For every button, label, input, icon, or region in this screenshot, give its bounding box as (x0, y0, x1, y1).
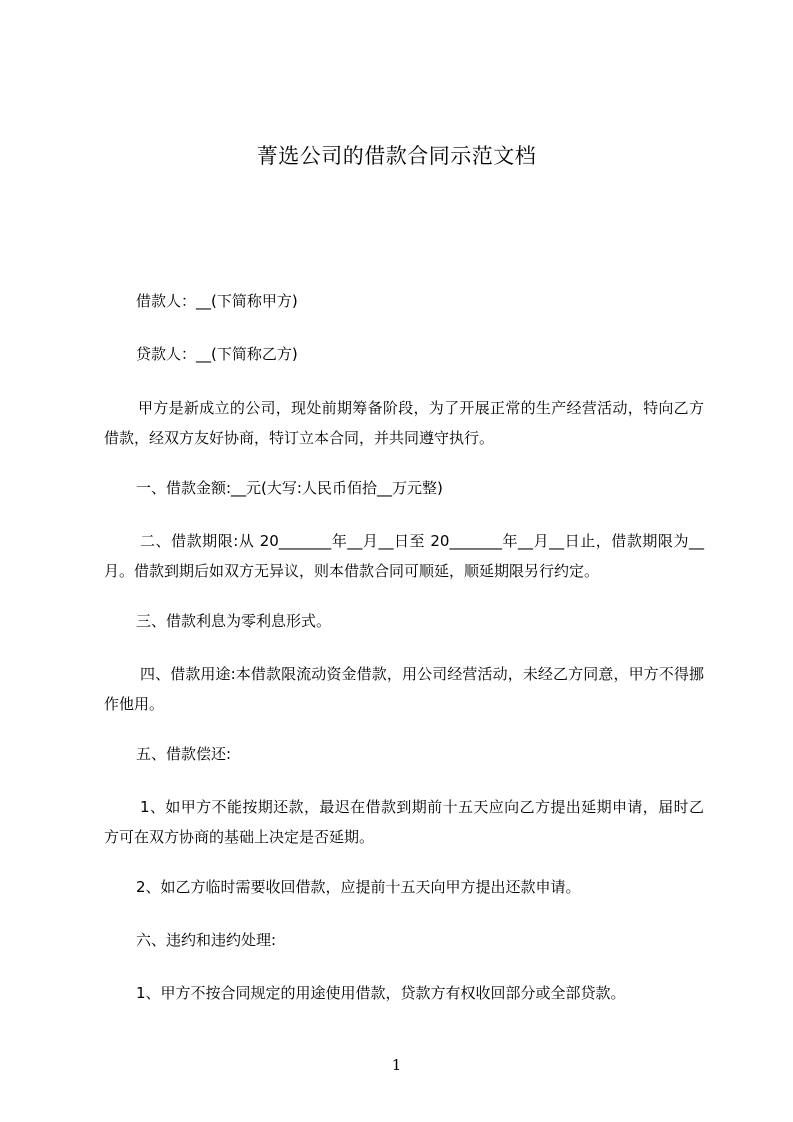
clause-repayment-item-1: 1、如甲方不能按期还款，最迟在借款到期前十五天应向乙方提出延期申请，届时乙方可在双方协商的基础上决定是否延期。 (104, 798, 704, 846)
page-number: 1 (391, 1056, 402, 1074)
preamble-paragraph: 甲方是新成立的公司，现处前期筹备阶段，为了开展正常的生产经营活动，特向乙方借款，经双方友好协商，特订立本合同，并共同遵守执行。 (104, 399, 704, 447)
clause-repayment-item-2: 2、如乙方临时需要收回借款，应提前十五天向甲方提出还款申请。 (136, 878, 581, 896)
clause-breach-heading: 六、违约和违约处理: (136, 931, 277, 949)
clause-interest: 三、借款利息为零利息形式。 (136, 612, 332, 630)
clause-term: 二、借款期限:从 20_______年__月__日至 20_______年__月__日止，借款期限为__月。借款到期后如双方无异议，则本借款合同可顺延，顺延期限另行约定。 (104, 532, 704, 580)
clause-purpose: 四、借款用途:本借款限流动资金借款，用公司经营活动，未经乙方同意，甲方不得挪作他用。 (104, 665, 704, 713)
lender-line: 贷款人：__(下简称乙方) (136, 345, 298, 363)
clause-amount: 一、借款金额:__元(大写:人民币佰拾__万元整) (136, 479, 443, 497)
clause-repayment-heading: 五、借款偿还: (136, 745, 232, 763)
clause-breach-item-1: 1、甲方不按合同规定的用途使用借款，贷款方有权收回部分或全部贷款。 (136, 984, 626, 1002)
borrower-line: 借款人：__(下简称甲方) (136, 292, 298, 310)
document-title: 菁选公司的借款合同示范文档 (256, 144, 537, 168)
